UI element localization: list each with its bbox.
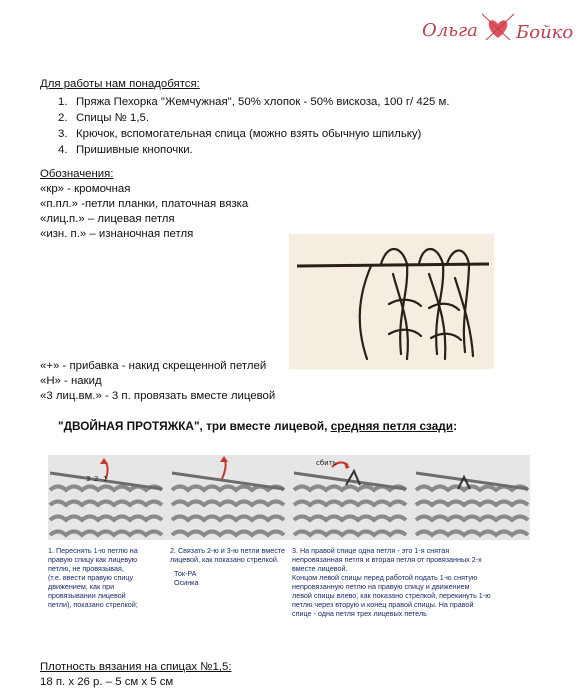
heading-part: "ДВОЙНАЯ ПРОТЯЖКА", три вместе лицевой, — [58, 419, 331, 433]
caption-line: петли), показано стрелкой; — [48, 600, 138, 609]
step1-caption — [48, 546, 138, 609]
step1-label-2: 2 — [94, 475, 99, 483]
caption-line: Концом левой спицы перед работой подать 1-ю снятую — [292, 573, 478, 582]
heart-icon — [482, 14, 514, 40]
caption-line: спице - одна петля трех лицевых петель — [292, 609, 427, 618]
list-number: 1. — [58, 96, 68, 108]
density-value: 18 п. х 26 р. – 5 см х 5 см — [40, 676, 174, 688]
step3-illustration — [294, 459, 406, 535]
caption-line: петлю через вторую и конец правой спицы. На правой — [292, 600, 474, 609]
caption-line: левой спицы влево, как показано стрелкой, перекинуть 1-ю — [292, 591, 491, 600]
materials-heading: Для работы нам понадобятся: — [40, 78, 200, 90]
caption-line: непровязанную петлю на правую спицу и движением — [292, 582, 470, 591]
caption-line: непровязанная петля и вторая петля от провязанных 2-х — [292, 555, 482, 564]
logo-text-right: Бойко — [516, 22, 574, 43]
step2-illustration — [172, 456, 284, 535]
list-text: Спицы № 1,5. — [76, 112, 150, 124]
caption-source: Ток-РА — [174, 569, 197, 578]
caption-line: правую спицу как лицевую — [48, 555, 138, 564]
list-item — [58, 142, 450, 158]
caption-line: 1. Переснять 1-ю петлю на — [48, 546, 138, 555]
materials-list — [58, 94, 450, 158]
caption-line: вместе лицевой. — [292, 564, 348, 573]
list-text: Пришивные кнопочки. — [76, 144, 193, 156]
legend-item: «лиц.п.» – лицевая петля — [40, 213, 175, 225]
crossed-loop-illustration — [289, 234, 494, 369]
legend-item: «кр» - кромочная — [40, 183, 131, 195]
list-text: Пряжа Пехорка "Жемчужная", 50% хлопок - 50% вискоза, 100 г/ 425 м. — [76, 96, 450, 108]
logo-script — [420, 8, 580, 52]
list-number: 3. — [58, 128, 68, 140]
caption-line: движением, как при — [48, 582, 115, 591]
step1-label-3: 3 — [86, 475, 91, 483]
caption-line: 2. Связать 2-ю и 3-ю петли вместе — [170, 546, 286, 555]
step1-label-1: 1 — [103, 475, 108, 483]
caption-line: (т.е. ввести правую спицу — [48, 573, 134, 582]
density-heading: Плотность вязания на спицах №1,5: — [40, 661, 232, 673]
list-number: 2. — [58, 112, 68, 124]
caption-line: 3. На правой спице одна петля - это 1-я снятая — [292, 546, 450, 555]
list-number: 4. — [58, 144, 68, 156]
legend-item: «изн. п.» – изнаночная петля — [40, 228, 194, 240]
logo-text-left: Ольга — [422, 20, 478, 41]
list-item — [58, 94, 450, 110]
logo — [420, 8, 580, 52]
heading-part: : — [453, 419, 457, 433]
step3-caption — [292, 546, 491, 618]
list-item — [58, 126, 450, 142]
caption-line: лицевой, как показано стрелкой. — [170, 555, 279, 564]
list-text: Крючок, вспомогательная спица (можно взять обычную шпильку) — [76, 128, 422, 140]
technique-illustrations — [48, 455, 530, 540]
step3-arrow-label: сбить — [316, 459, 337, 467]
legend-item: «3 лиц.вм.» - 3 п. провязать вместе лицевой — [40, 390, 276, 402]
technique-heading — [58, 419, 457, 433]
list-item — [58, 110, 450, 126]
step2-caption — [170, 546, 285, 587]
legend-item: «+» - прибавка - накид скрещенной петлей — [40, 360, 267, 372]
caption-line: провязывании лицевой — [48, 591, 126, 600]
caption-line: петлю, не провязывая, — [48, 564, 124, 573]
caption-source: Осинка — [174, 578, 199, 587]
step1-illustration — [50, 458, 162, 535]
step4-illustration — [416, 473, 528, 535]
legend-heading: Обозначения: — [40, 168, 114, 180]
legend-item: «Н» - накид — [40, 375, 102, 387]
legend-item: «п.пл.» -петли планки, платочная вязка — [40, 198, 249, 210]
heading-underlined-part: средняя петля сзади — [330, 419, 454, 433]
